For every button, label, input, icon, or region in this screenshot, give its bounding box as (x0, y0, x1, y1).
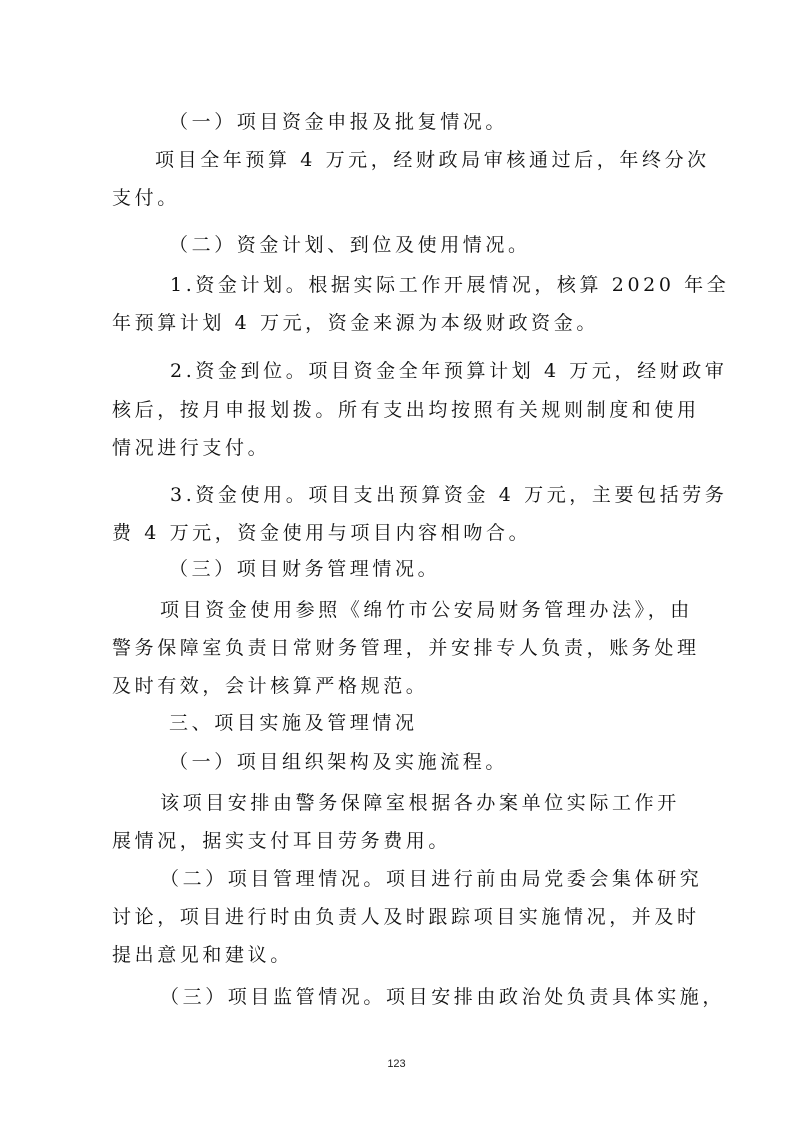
paragraph-line: 项目全年预算 4 万元，经财政局审核通过后，年终分次 (155, 149, 710, 171)
paragraph-line: 该项目安排由警务保障室根据各办案单位实际工作开 (160, 792, 680, 814)
heading-fund-plan: （二）资金计划、到位及使用情况。 (169, 234, 531, 256)
page-number: 123 (387, 1058, 406, 1070)
heading-organization: （一）项目组织架构及实施流程。 (169, 751, 509, 773)
paragraph-line: 讨论，项目进行时由负责人及时跟踪项目实施情况，并及时 (112, 906, 700, 928)
paragraph-line: 2.资金到位。项目资金全年预算计划 4 万元，经财政审 (170, 360, 728, 382)
paragraph-line: （三）项目监管情况。项目安排由政治处负责具体实施， (160, 986, 726, 1008)
paragraph-line: 展情况，据实支付耳目劳务费用。 (112, 830, 452, 852)
section-heading: 三、项目实施及管理情况 (169, 712, 418, 734)
paragraph-line: 核后，按月申报划拨。所有支出均按照有关规则制度和使用 (112, 399, 700, 421)
paragraph-line: 项目资金使用参照《绵竹市公安局财务管理办法》，由 (160, 599, 693, 621)
paragraph-line: 年预算计划 4 万元，资金来源为本级财政资金。 (112, 312, 599, 334)
paragraph-line: 警务保障室负责日常财务管理，并安排专人负责，账务处理 (112, 637, 700, 659)
paragraph-line: （二）项目管理情况。项目进行前由局党委会集体研究 (160, 868, 703, 890)
heading-financial-management: （三）项目财务管理情况。 (169, 558, 441, 580)
paragraph-line: 及时有效，会计核算严格规范。 (112, 675, 429, 697)
heading-fund-application: （一）项目资金申报及批复情况。 (169, 111, 509, 133)
paragraph-line: 费 4 万元，资金使用与项目内容相吻合。 (112, 522, 532, 544)
paragraph-line: 支付。 (112, 187, 180, 209)
paragraph-line: 提出意见和建议。 (112, 944, 293, 966)
paragraph-line: 1.资金计划。根据实际工作开展情况，核算 2020 年全 (170, 274, 730, 296)
paragraph-line: 情况进行支付。 (112, 437, 271, 459)
paragraph-line: 3.资金使用。项目支出预算资金 4 万元，主要包括劳务 (170, 484, 728, 506)
